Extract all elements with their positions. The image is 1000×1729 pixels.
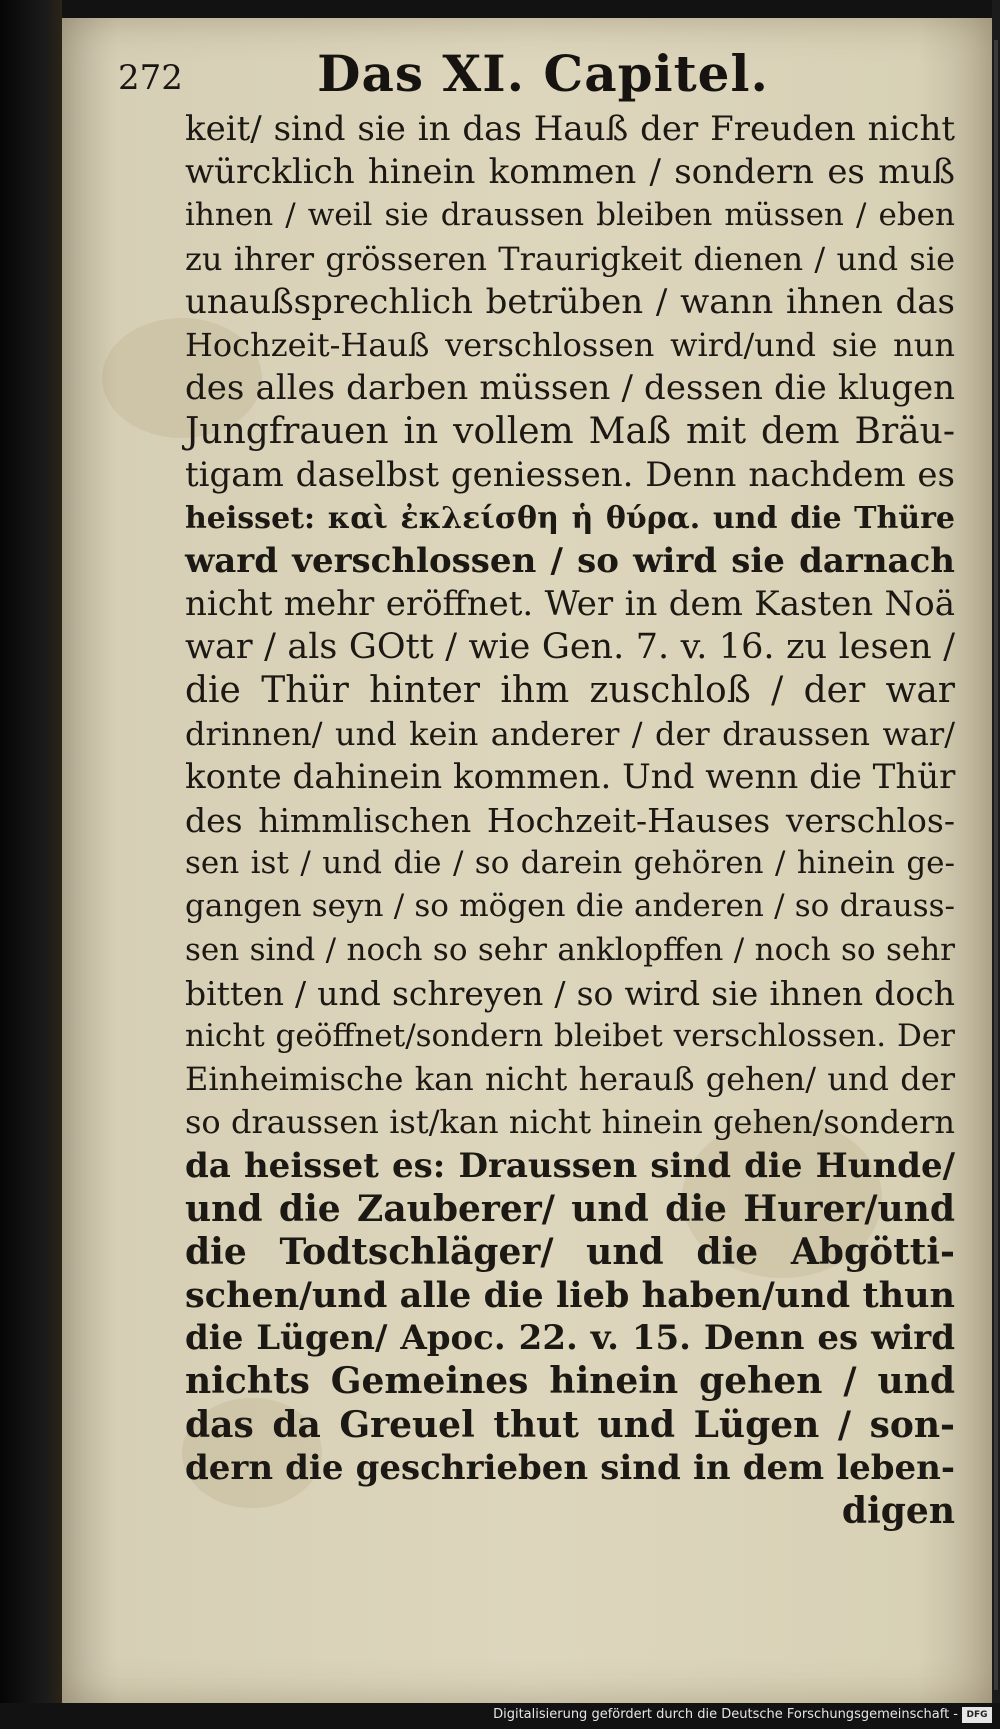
text-line: unaußsprechlich betrüben / wann ihnen das — [185, 281, 955, 322]
text-line: des himmlischen Hochzeit-Hauses verschlos- — [185, 801, 955, 840]
text-line: würcklich hinein kommen / sondern es muß — [185, 152, 955, 193]
body-text — [185, 108, 955, 1533]
text-line: sen ist / und die / so darein gehören / hinein ge- — [185, 845, 955, 882]
text-line: gangen seyn / so mögen die anderen / so drauss- — [185, 888, 955, 925]
text-line: nicht mehr eröffnet. Wer in dem Kasten Noä — [185, 584, 955, 625]
text-line: das da Greuel thut und Lügen / son- — [185, 1403, 955, 1446]
book-spine-edge — [0, 0, 62, 1729]
text-line: nicht geöffnet/sondern bleibet verschlossen. Der — [185, 1017, 955, 1054]
text-line: und die Zauberer/ und die Hurer/und — [185, 1187, 955, 1230]
text-line: nichts Gemeines hinein gehen / und — [185, 1360, 955, 1403]
text-line: drinnen/ und kein anderer / der draussen war/ — [185, 714, 955, 753]
text-line: schen/und alle die lieb haben/und thun — [185, 1275, 955, 1317]
text-line: des alles darben müssen / dessen die klugen — [185, 368, 955, 409]
text-line: ihnen / weil sie draussen bleiben müssen / eben — [185, 197, 955, 234]
text-line: zu ihrer grösseren Traurigkeit dienen / und sie — [185, 239, 955, 278]
text-line: die Thür hinter ihm zuschloß / der war — [185, 670, 955, 712]
funding-credit: Digitalisierung gefördert durch die Deutsche Forschungsgemeinschaft - — [493, 1707, 958, 1722]
page-header — [118, 40, 968, 110]
text-line: Jungfrauen in vollem Maß mit dem Bräu- — [185, 411, 955, 453]
text-line: bitten / und schreyen / so wird sie ihnen doch — [185, 973, 955, 1013]
text-line: sen sind / noch so sehr anklopffen / noch so sehr — [185, 931, 955, 968]
text-line: heisset: καὶ ἐκλείσθη ἡ θύρα. und die Thüre — [185, 500, 955, 536]
text-line: keit/ sind sie in das Hauß der Freuden nicht — [185, 109, 955, 149]
page-number: 272 — [118, 58, 183, 98]
right-margin-strip — [992, 0, 1000, 1729]
footer-bar — [0, 1703, 1000, 1729]
scan-border-bar — [994, 40, 998, 1690]
text-line: war / als GOtt / wie Gen. 7. v. 16. zu lesen / — [185, 627, 955, 668]
text-line: die Todtschläger/ und die Abgötti- — [185, 1230, 955, 1273]
text-line: da heisset es: Draussen sind die Hunde/ — [185, 1145, 955, 1186]
text-line: Einheimische kan nicht herauß gehen/ und der — [185, 1060, 955, 1099]
text-line: dern die geschrieben sind in dem leben- — [185, 1447, 955, 1488]
text-line: Hochzeit-Hauß verschlossen wird/und sie nun — [185, 325, 955, 364]
text-line: konte dahinein kommen. Und wenn die Thür — [185, 756, 956, 797]
text-line: so draussen ist/kan nicht hinein gehen/sondern — [185, 1103, 955, 1142]
text-line: die Lügen/ Apoc. 22. v. 15. Denn es wird — [185, 1318, 955, 1359]
running-head: Das XI. Capitel. — [317, 44, 769, 103]
text-line: tigam daselbst geniessen. Denn nachdem es — [185, 454, 955, 495]
text-line: digen — [841, 1490, 955, 1532]
text-line: ward verschlossen / so wird sie darnach — [185, 540, 955, 581]
dfg-logo: DFG — [962, 1707, 992, 1723]
